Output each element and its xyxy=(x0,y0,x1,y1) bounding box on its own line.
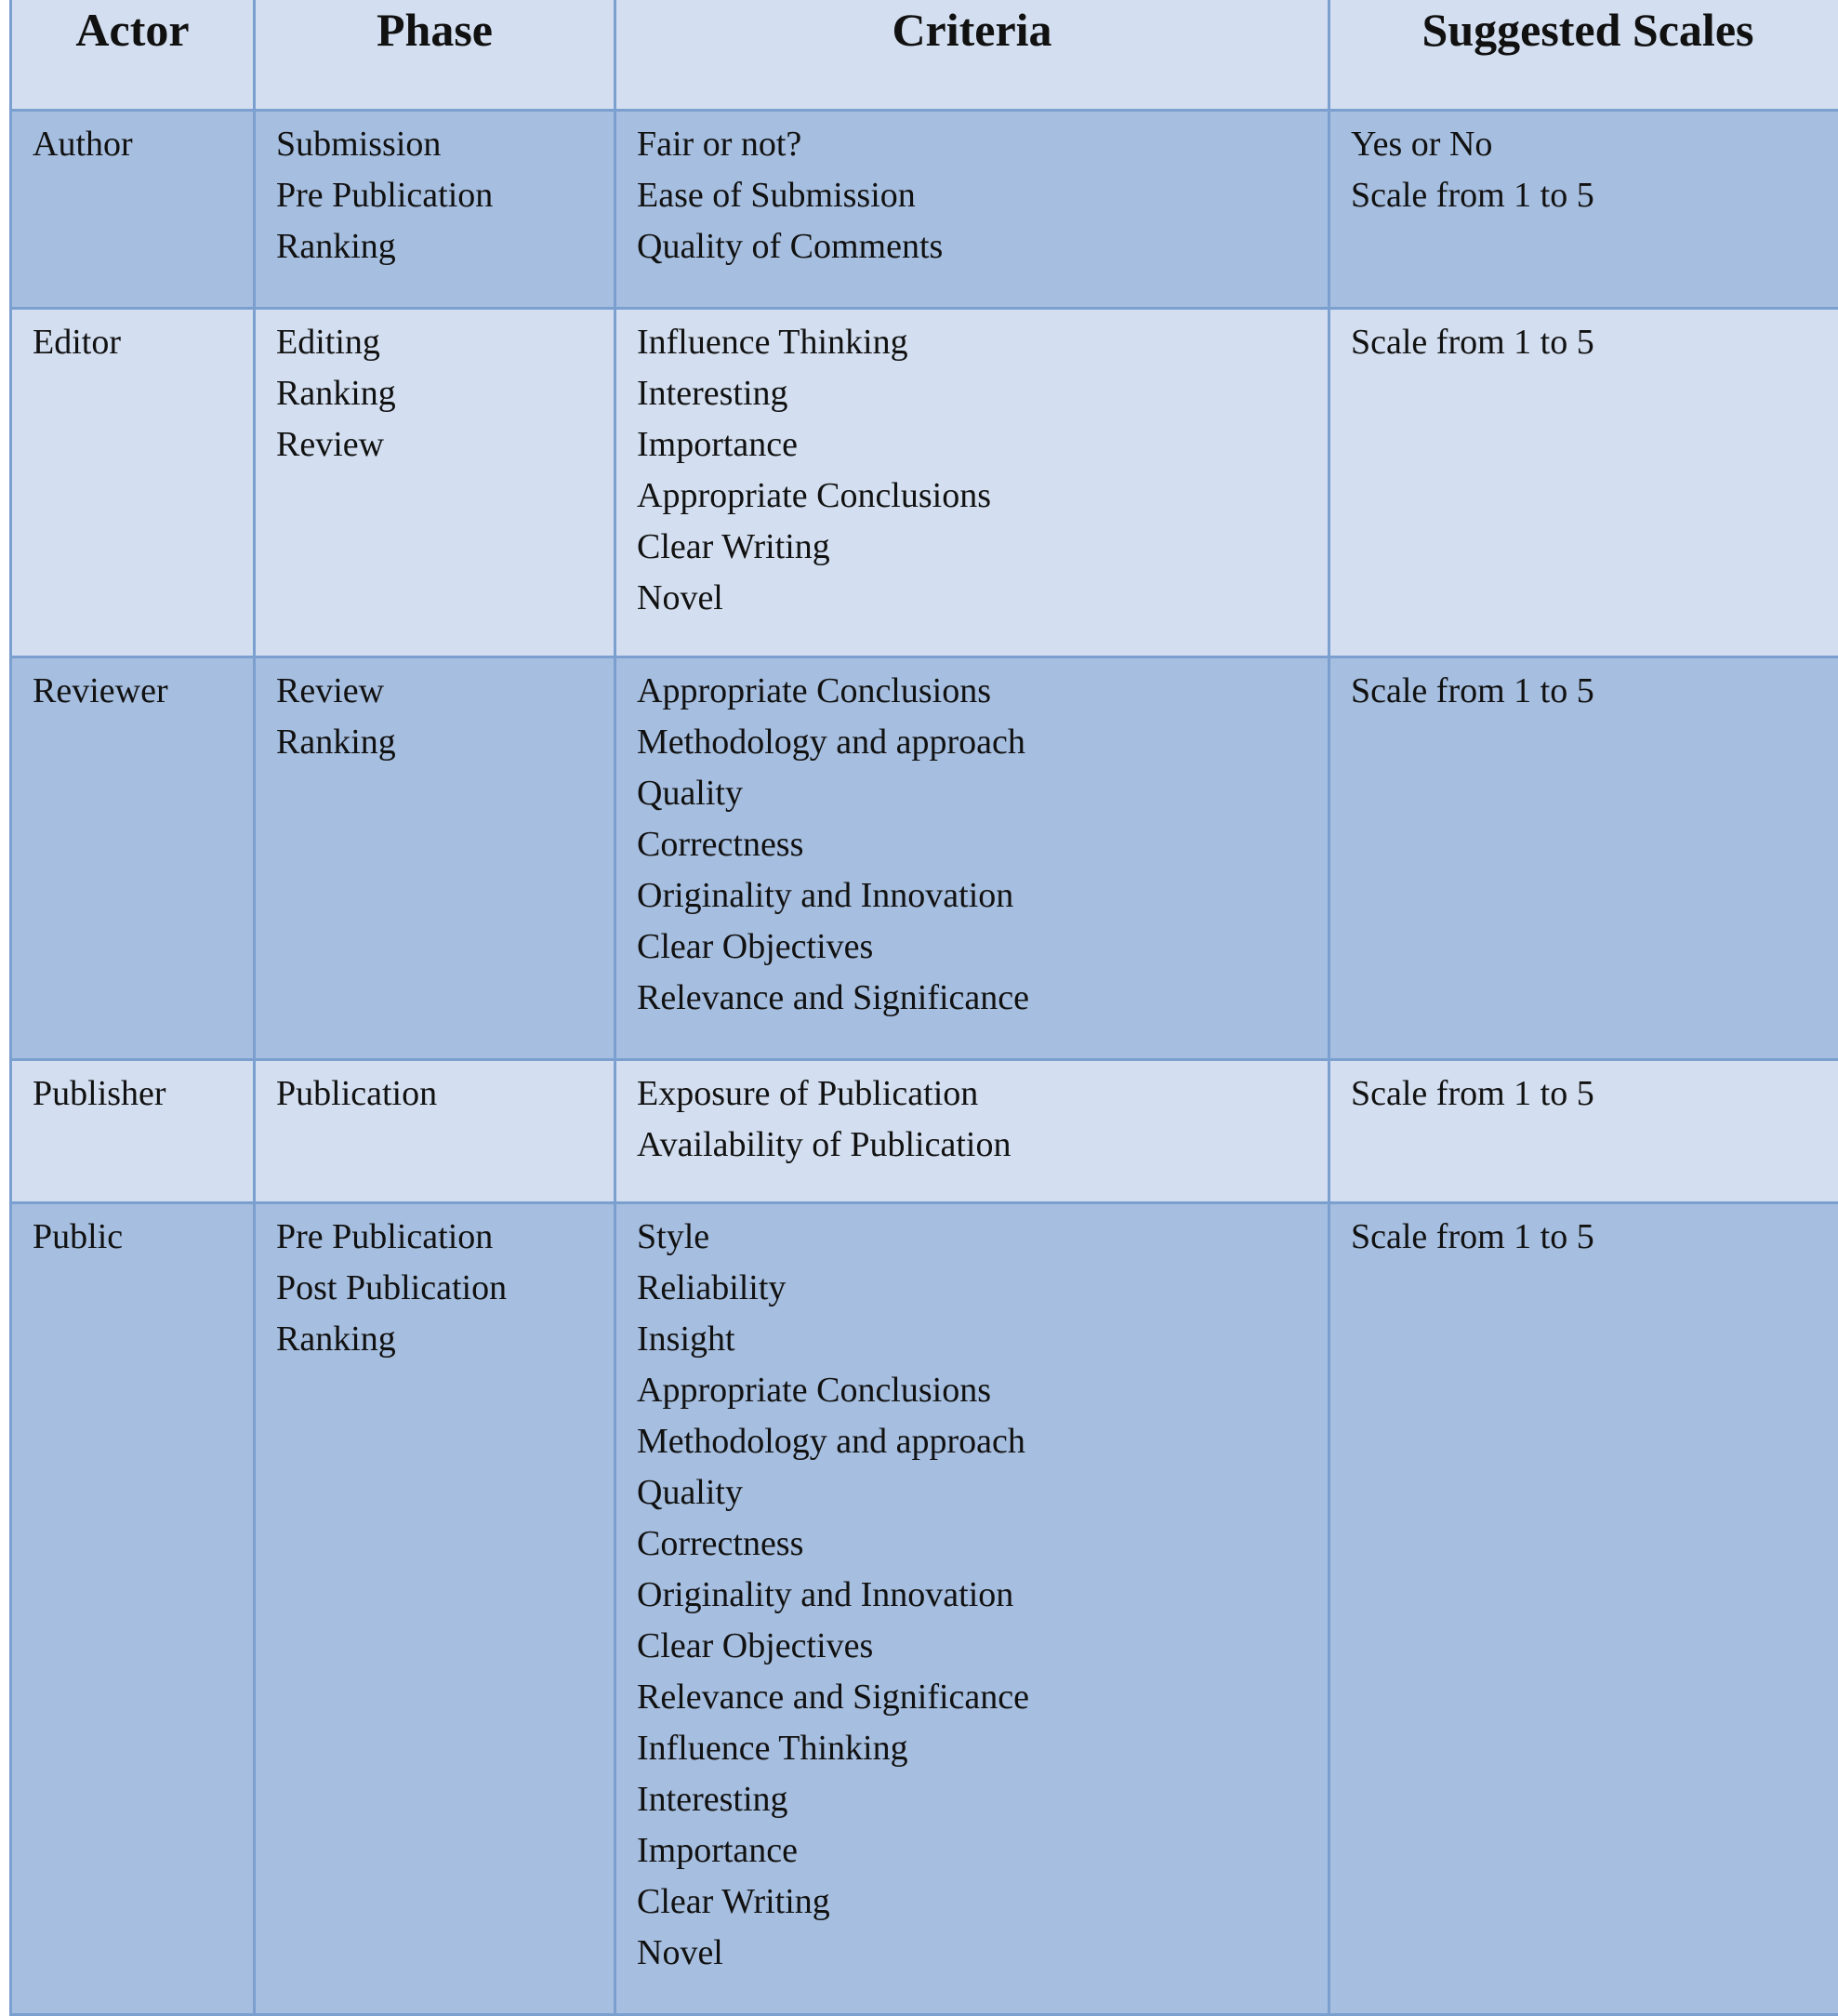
criteria-item: Relevance and Significance xyxy=(637,973,1309,1024)
criteria-item: Originality and Innovation xyxy=(637,870,1309,922)
scale-cell xyxy=(1329,1203,1838,2015)
phase-item: Review xyxy=(276,419,595,471)
scale-item: Scale from 1 to 5 xyxy=(1351,170,1827,221)
criteria-item: Importance xyxy=(637,1825,1309,1877)
scale-item: Yes or No xyxy=(1351,119,1827,170)
table-row xyxy=(11,657,1838,1060)
scale-item: Scale from 1 to 5 xyxy=(1351,1068,1827,1120)
scale-cell xyxy=(1329,657,1838,1060)
phase-item: Publication xyxy=(276,1068,595,1120)
criteria-item: Clear Objectives xyxy=(637,1621,1309,1672)
criteria-item: Exposure of Publication xyxy=(637,1068,1309,1120)
table-row xyxy=(11,309,1838,657)
table-row xyxy=(11,111,1838,309)
header-actor: Actor xyxy=(11,0,255,111)
criteria-item: Interesting xyxy=(637,1774,1309,1825)
criteria-cell xyxy=(615,1060,1329,1203)
criteria-cell xyxy=(615,309,1329,657)
criteria-item: Insight xyxy=(637,1314,1309,1365)
phase-item: Post Publication xyxy=(276,1263,595,1314)
actor-cell xyxy=(11,111,255,309)
criteria-item: Importance xyxy=(637,419,1309,471)
criteria-cell xyxy=(615,657,1329,1060)
header-criteria: Criteria xyxy=(615,0,1329,111)
phase-item: Submission xyxy=(276,119,595,170)
criteria-item: Clear Writing xyxy=(637,1877,1309,1928)
criteria-item: Correctness xyxy=(637,819,1309,870)
criteria-item: Influence Thinking xyxy=(637,1723,1309,1774)
scale-item: Scale from 1 to 5 xyxy=(1351,666,1827,717)
phase-cell xyxy=(255,309,615,657)
criteria-item: Quality xyxy=(637,1467,1309,1519)
phase-cell xyxy=(255,657,615,1060)
actor-name: Author xyxy=(33,119,234,170)
phase-cell xyxy=(255,1060,615,1203)
phase-item: Ranking xyxy=(276,368,595,419)
criteria-item: Originality and Innovation xyxy=(637,1570,1309,1621)
criteria-item: Methodology and approach xyxy=(637,717,1309,768)
header-phase: Phase xyxy=(255,0,615,111)
criteria-cell xyxy=(615,111,1329,309)
criteria-item: Quality xyxy=(637,768,1309,819)
header-suggested-scales: Suggested Scales xyxy=(1329,0,1838,111)
criteria-item: Novel xyxy=(637,573,1309,624)
criteria-item: Fair or not? xyxy=(637,119,1309,170)
phase-item: Ranking xyxy=(276,1314,595,1365)
criteria-item: Relevance and Significance xyxy=(637,1672,1309,1723)
criteria-item: Quality of Comments xyxy=(637,221,1309,272)
criteria-item: Methodology and approach xyxy=(637,1416,1309,1467)
phase-item: Review xyxy=(276,666,595,717)
actor-cell xyxy=(11,1203,255,2015)
criteria-item: Appropriate Conclusions xyxy=(637,666,1309,717)
phase-item: Ranking xyxy=(276,717,595,768)
criteria-item: Ease of Submission xyxy=(637,170,1309,221)
criteria-item: Clear Writing xyxy=(637,522,1309,573)
scale-cell xyxy=(1329,309,1838,657)
criteria-item: Reliability xyxy=(637,1263,1309,1314)
criteria-item: Interesting xyxy=(637,368,1309,419)
criteria-table xyxy=(9,0,1838,2016)
phase-item: Pre Publication xyxy=(276,1212,595,1263)
actor-cell xyxy=(11,657,255,1060)
scale-item: Scale from 1 to 5 xyxy=(1351,317,1827,368)
criteria-item: Appropriate Conclusions xyxy=(637,1365,1309,1416)
scale-cell xyxy=(1329,1060,1838,1203)
criteria-item: Influence Thinking xyxy=(637,317,1309,368)
phase-cell xyxy=(255,1203,615,2015)
actor-name: Editor xyxy=(33,317,234,368)
header-row xyxy=(11,0,1838,111)
actor-name: Publisher xyxy=(33,1068,234,1120)
scale-cell xyxy=(1329,111,1838,309)
table-row xyxy=(11,1060,1838,1203)
criteria-cell xyxy=(615,1203,1329,2015)
actor-name: Public xyxy=(33,1212,234,1263)
phase-item: Editing xyxy=(276,317,595,368)
criteria-item: Novel xyxy=(637,1928,1309,1979)
criteria-item: Clear Objectives xyxy=(637,922,1309,973)
criteria-item: Correctness xyxy=(637,1519,1309,1570)
criteria-item: Appropriate Conclusions xyxy=(637,471,1309,522)
scale-item: Scale from 1 to 5 xyxy=(1351,1212,1827,1263)
actor-name: Reviewer xyxy=(33,666,234,717)
actor-cell xyxy=(11,309,255,657)
phase-cell xyxy=(255,111,615,309)
phase-item: Pre Publication xyxy=(276,170,595,221)
criteria-item: Style xyxy=(637,1212,1309,1263)
phase-item: Ranking xyxy=(276,221,595,272)
table-row xyxy=(11,1203,1838,2015)
actor-cell xyxy=(11,1060,255,1203)
criteria-item: Availability of Publication xyxy=(637,1120,1309,1171)
